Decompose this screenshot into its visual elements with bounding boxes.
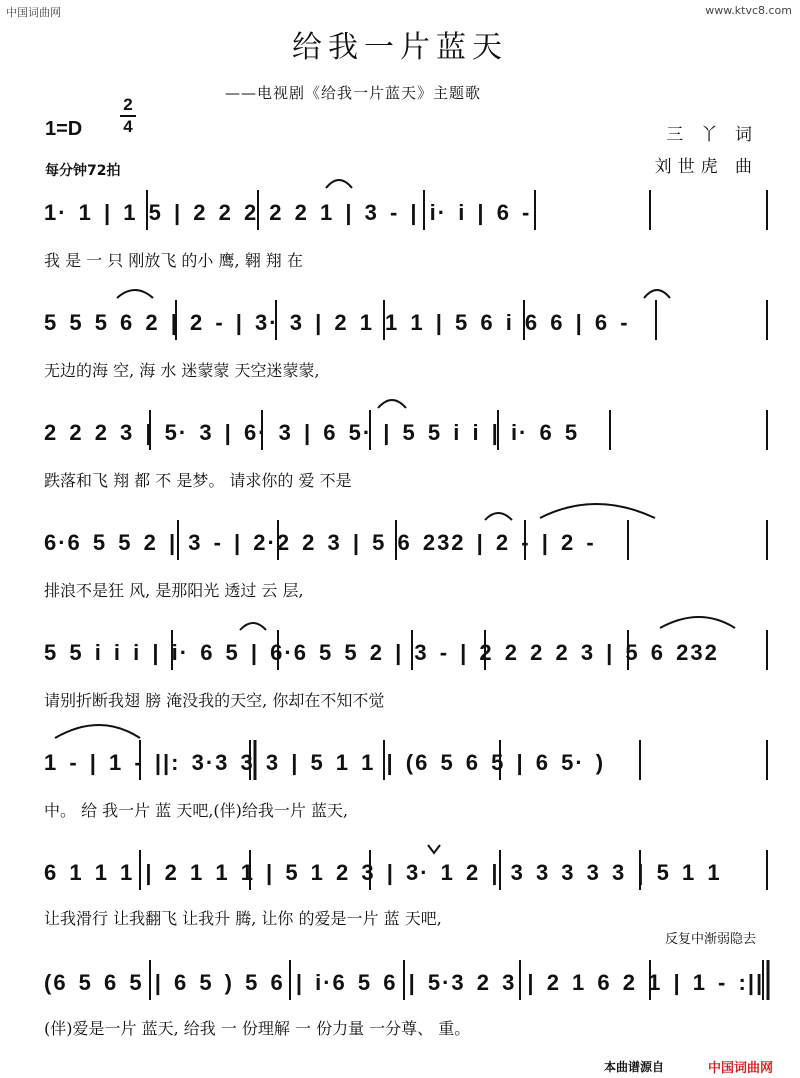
repeat-note: 反复中渐弱隐去 bbox=[664, 932, 756, 947]
lyrics-line-6: 中。 给 我一片 蓝 天吧,(伴)给我一片 蓝天, bbox=[44, 801, 349, 820]
notation-line-7: 6 1 1 1 | 2 1 1 1 | 5 1 2 3 | 3· 1 2 | 3 3 3 3 3 | 5 1 1 bbox=[44, 860, 722, 885]
watermark-left: 中国词曲网 bbox=[6, 6, 61, 19]
notation-line-8: (6 5 6 5 | 6 5 ) 5 6 | i·6 5 6 | 5·3 2 3 | 2 1 6 2 1 | 1 - :|| bbox=[44, 970, 765, 995]
lyrics-line-8: (伴)爱是一片 蓝天, 给我 一 份理解 一 份力量 一分尊、 重。 bbox=[44, 1019, 471, 1038]
notation-line-5: 5 5 i i i | i· 6 5 | 6·6 5 5 2 | 3 - | 2 2 2 2 3 | 5 6 232 bbox=[44, 640, 719, 665]
notation-line-3: 2 2 2 3 | 5· 3 | 6· 3 | 6 5· | 5 5 i i | i· 6 5 bbox=[44, 420, 580, 445]
time-top: 2 bbox=[123, 95, 133, 114]
watermark-right: www.ktvc8.com bbox=[705, 4, 792, 17]
time-signature bbox=[118, 96, 138, 136]
lyrics-line-7: 让我滑行 让我翻飞 让我升 腾, 让你 的爱是一片 蓝 天吧, bbox=[44, 909, 442, 928]
composer-credit: 刘世虎 曲 bbox=[654, 157, 758, 177]
lyrics-line-2: 无边的海 空, 海 水 迷蒙蒙 天空迷蒙蒙, bbox=[44, 361, 320, 380]
lyrics-line-5: 请别折断我翅 膀 淹没我的天空, 你却在不知不觉 bbox=[44, 691, 385, 710]
tempo-marking: 每分钟72拍 bbox=[45, 163, 121, 179]
key-signature: 1=D bbox=[45, 118, 83, 140]
notation-line-4: 6·6 5 5 2 | 3 - | 2·2 2 3 | 5 6 232 | 2 - | 2 - bbox=[44, 530, 596, 555]
song-title: 给我一片蓝天 bbox=[292, 30, 508, 65]
lyrics-line-1: 我 是 一 只 刚放飞 的小 鹰, 翱 翔 在 bbox=[44, 251, 303, 270]
notation-line-6: 1 - | 1 - ||: 3·3 3 3 | 5 1 1 | (6 5 6 5 | 6 5· ) bbox=[44, 750, 606, 775]
footer-site-name[interactable]: 中国词曲网 bbox=[708, 1061, 774, 1076]
lyrics-line-3: 跌落和飞 翔 都 不 是梦。 请求你的 爱 不是 bbox=[44, 471, 352, 490]
notation-line-2: 5 5 5 6 2 | 2 - | 3· 3 | 2 1 1 1 | 5 6 i 6 6 | 6 - bbox=[44, 310, 630, 335]
footer-source-label: 本曲谱源自 bbox=[604, 1060, 665, 1074]
song-subtitle: ——电视剧《给我一片蓝天》主题歌 bbox=[225, 84, 482, 102]
notation-line-1: 1· 1 | 1 5 | 2 2 2 2 2 1 | 3 - | i· i | 6 - bbox=[44, 200, 532, 225]
lyricist-credit: 三 丫 词 bbox=[666, 125, 758, 145]
time-bottom: 4 bbox=[123, 117, 133, 136]
lyrics-line-4: 排浪不是狂 风, 是那阳光 透过 云 层, bbox=[44, 581, 304, 600]
